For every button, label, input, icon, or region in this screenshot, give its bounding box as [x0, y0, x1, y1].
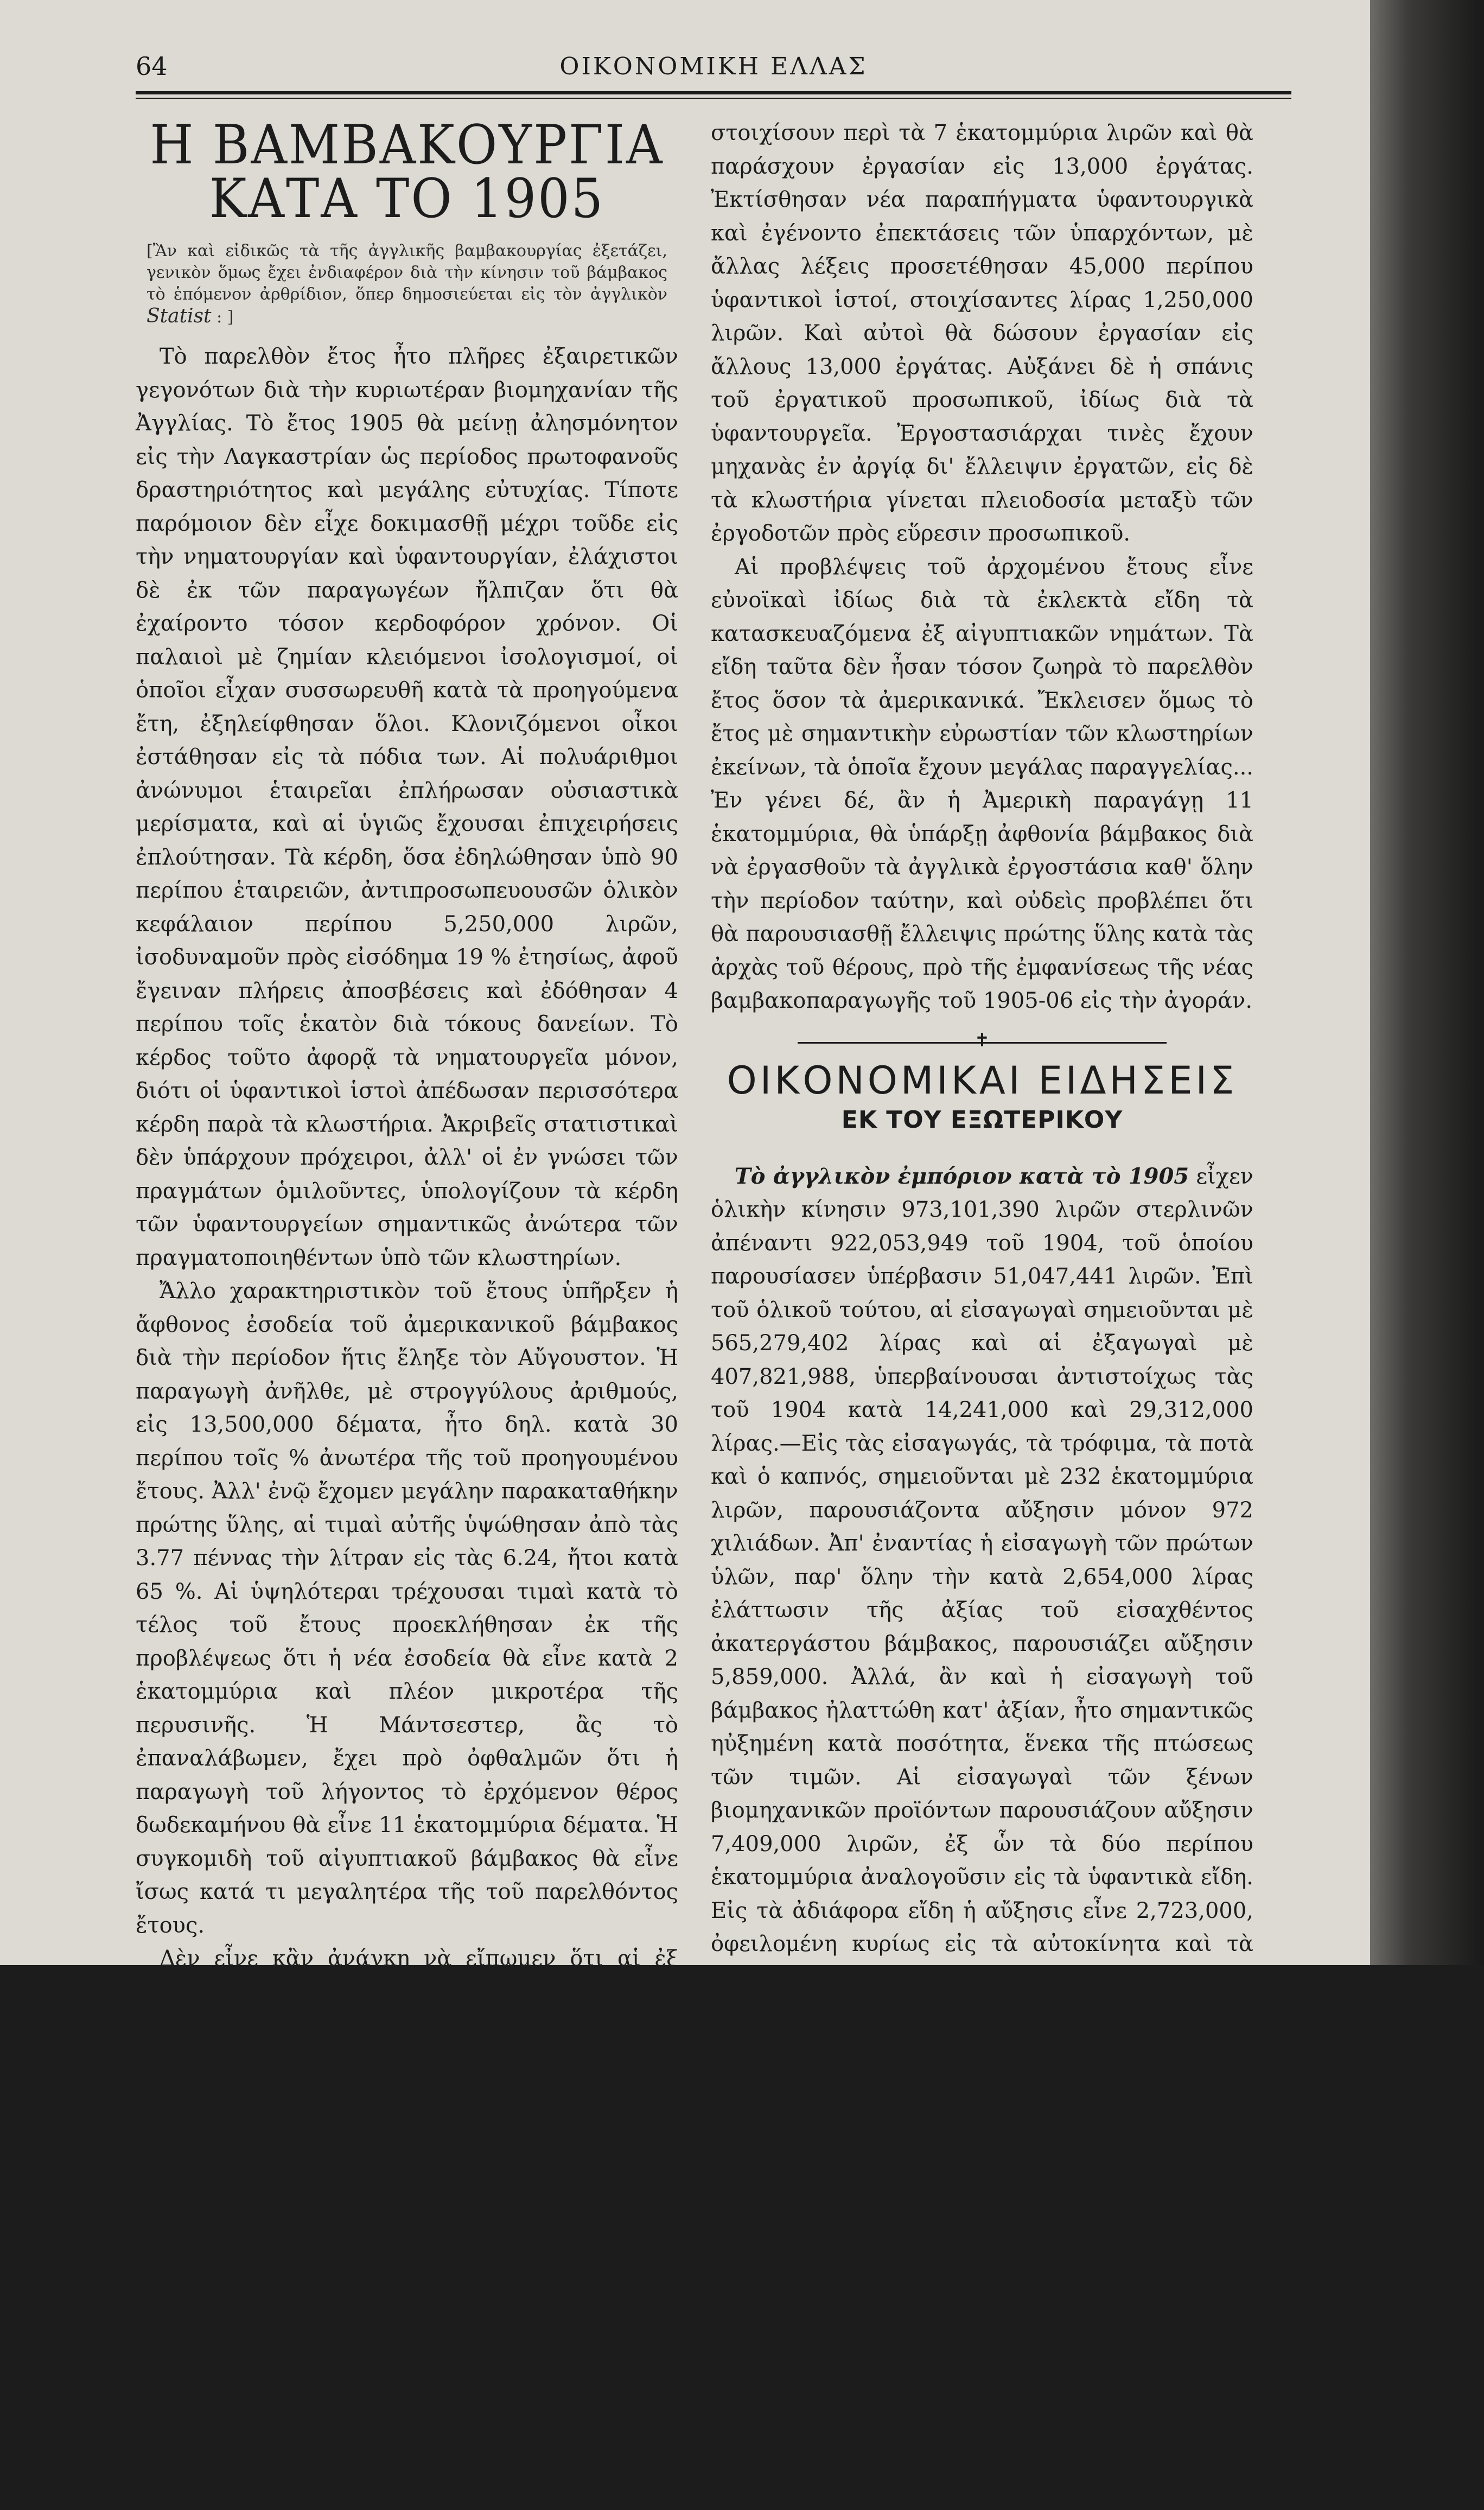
- header-rule-thin: [136, 98, 1291, 99]
- article-paragraph: Δὲν εἶνε κἂν ἀνάγκη νὰ εἴπωμεν ὅτι αἱ ἐξ Ἀγγλίας φορτώσεις βαμβακερῶν ὑφασμάτων κατὰ τὸ 1905 ἦσαν ἀνώτεραι πασῶν τῶν μέχρι τοῦδε. Μετρούμεναι εἰς ὑάρδας θ' ἀποδειχθοῦν ὅτι ὑπερέβησαν κατὰ 10 % τὰς τοῦ προηγουμένου δωδεκαμήνου· καὶ δύναται νὰ προστεθῇ ὅτι σχεδὸν ὅλοι οἱ ἀλλοδαποὶ πελάται τῆς Ἀγγλίας ηὔξησαν τὰς παραλαβάς των εἰς τσίτια τῆς Λαγκαστρίας. Αἱ ἐξαγωγαὶ τῶν βαμβακερῶν ὑφασμάτων ἦσαν ὑπερβαλλόντως μεγάλαι, ἡ δὲ εἰς βάρος ὑπέρβασις αὐτῶν, ἐν συγκρίσει πρὸς τὰς τοῦ προηγουμένου ἔτους, ὑπολογίζεται εἰς 25 %.: [136, 1946, 678, 2372]
- page-header: [136, 46, 1291, 90]
- article-paragraph: Αἱ προβλέψεις τοῦ ἀρχομένου ἔτους εἶνε εὐνοϊκαὶ ἰδίως διὰ τὰ ἐκλεκτὰ εἴδη τὰ κατασκευαζόμενα ἐξ αἰγυπτιακῶν νημάτων. Τὰ εἴδη ταῦτα δὲν ἦσαν τόσον ζωηρὰ τὸ παρελθὸν ἔτος ὅσον τὰ ἀμερικανικά. Ἔκλεισεν ὅμως τὸ ἔτος μὲ σημαντικὴν εὐρωστίαν τῶν κλωστηρίων ἐκείνων, τὰ ὁποῖα ἔχουν μεγάλας παραγγελίας... Ἐν γένει δέ, ἂν ἡ Ἀμερικὴ παραγάγῃ 11 ἑκατομμύρια, θὰ ὑπάρξῃ ἀφθονία βάμβακος διὰ νὰ ἐργασθοῦν τὰ ἀγγλικὰ ἐργοστάσια καθ' ὅλην τὴν περίοδον ταύτην, καὶ οὐδεὶς προβλέπει ὅτι θὰ παρουσιασθῇ ἔλλειψις πρώτης ὕλης κατὰ τὰς ἀρχὰς τοῦ θέρους, πρὸ τῆς ἐμφανίσεως τῆς νέας βαμβακοπαραγωγῆς τοῦ 1905-06 εἰς τὴν ἀγοράν.: [711, 554, 1253, 1013]
- section-separator: [711, 1029, 1253, 1051]
- intro-end: : ]: [216, 308, 234, 327]
- news-item: [711, 1160, 1253, 2395]
- page-edge: [1370, 0, 1484, 1965]
- article-paragraph: Ἄλλο χαρακτηριστικὸν τοῦ ἔτους ὑπῆρξεν ἡ ἄφθονος ἐσοδεία τοῦ ἀμερικανικοῦ βάμβακος διὰ τὴν περίοδον ἥτις ἔληξε τὸν Αὔγουστον. Ἡ παραγωγὴ ἀνῆλθε, μὲ στρογγύλους ἀριθμούς, εἰς 13,500,000 δέματα, ἦτο δηλ. κατὰ 30 περίπου τοῖς % ἀνωτέρα τῆς τοῦ προηγουμένου ἔτους. Ἀλλ' ἐνῷ ἔχομεν μεγάλην παρακαταθήκην πρώτης ὕλης, αἱ τιμαὶ αὐτῆς ὑψώθησαν ἀπὸ τὰς 3.77 πέννας τὴν λίτραν εἰς τὰς 6.24, ἤτοι κατὰ 65 %. Αἱ ὑψηλότεραι τρέχουσαι τιμαὶ κατὰ τὸ τέλος τοῦ ἔτους προεκλήθησαν ἐκ τῆς προβλέψεως ὅτι ἡ νέα ἐσοδεία θὰ εἶνε κατὰ 2 ἑκατομμύρια καὶ πλέον μικροτέρα τῆς περυσινῆς. Ἡ Μάντσεστερ, ἂς τὸ ἐπαναλάβωμεν, ἔχει πρὸ ὀφθαλμῶν ὅτι ἡ παραγωγὴ τοῦ λήγοντος τὸ ἐρχόμενον θέρος δωδεκαμήνου θὰ εἶνε 11 ἑκατομμύρια δέματα. Ἡ συγκομιδὴ τοῦ αἰγυπτιακοῦ βάμβακος θὰ εἶνε ἴσως κατά τι μεγαλητέρα τῆς τοῦ παρελθόντος ἔτους.: [136, 1279, 678, 1938]
- right-column: [711, 117, 1253, 2395]
- running-title: ΟΙΚΟΝΟΜΙΚΗ ΕΛΛΑΣ: [559, 53, 868, 80]
- article-paragraph: Τὸ 1905 εἶνε ἐποχὴ σημαντικῶν ἐπεκτάσεων εἰς τὰ κλωστήρια. Δι' ὀλίγων δύναταί τις νὰ εἴπῃ ὅτι ὑπὲρ τὰ 60 νέα κλωστήρια ἱδρύονται, τὰ ὁποῖα θὰ: [136, 2380, 678, 2505]
- news-body: εἶχεν ὁλικὴν κίνησιν 973,101,390 λιρῶν στερλινῶν ἀπέναντι 922,053,949 τοῦ 1904, τοῦ ὁποίου παρουσίασεν ὑπέρβασιν 51,047,441 λιρῶν. Ἐπὶ τοῦ ὁλικοῦ τούτου, αἱ εἰσαγωγαὶ σημειοῦνται μὲ 565,279,402 λίρας καὶ αἱ ἐξαγωγαὶ μὲ 407,821,988, ὑπερβαίνουσαι ἀντιστοίχως τὰς τοῦ 1904 κατὰ 14,241,000 καὶ 29,312,000 λίρας.—Εἰς τὰς εἰσαγωγάς, τὰ τρόφιμα, τὰ ποτὰ καὶ ὁ καπνός, σημειοῦνται μὲ 232 ἑκατομμύρια λιρῶν, παρουσιάζοντα αὔξησιν μόνον 972 χιλιάδων. Ἀπ' ἐναντίας ἡ εἰσαγωγὴ τῶν πρώτων ὑλῶν, παρ' ὅλην τὴν κατὰ 2,654,000 λίρας ἐλάττωσιν τῆς ἀξίας τοῦ εἰσαχθέντος ἀκατεργάστου βάμβακος, παρουσιάζει αὔξησιν 5,859,000. Ἀλλά, ἂν καὶ ἡ εἰσαγωγὴ τοῦ βάμβακος ἠλαττώθη κατ' ἀξίαν, ἦτο σημαντικῶς ηὐξημένη κατὰ ποσότητα, ἕνεκα τῆς πτώσεως τῶν τιμῶν. Αἱ εἰσαγωγαὶ τῶν ξένων βιομηχανικῶν προϊόντων παρουσιάζουν αὔξησιν 7,409,000 λιρῶν, ἐξ ὧν τὰ δύο περίπου ἑκατομμύρια ἀναλογοῦσιν εἰς τὰ ὑφαντικὰ εἴδη. Εἰς τὰ ἀδιάφορα εἴδη ἡ αὔξησις εἶνε 2,723,000, ὀφειλομένη κυρίως εἰς τὰ αὐτοκίνητα καὶ τὰ ποδήλατα. — Εἰς τὰς ἐξαγωγάς, ἡ σημαντικὴ αὔξησις προῆλθε κυρίως ἐκ τῶν κατειργασμένων βιομηχανικῶν προϊόντων παντὸς εἴδους, καὶ ὄχι μόνον τῶν ὑφαντουργικῶν, ὡς συνέβη κατὰ τὸ 1904. Τὰ ἐκ βάμβακος ὑφάσματα καὶ νήματα σημειοῦνται μὲ αὔξησιν 8,114,000 λιρῶν καὶ τὰ ἐκ μαλλίου μὲ 2,464,000. Τὰ μέταλλα καὶ μετάλλινα ἀντικείμενα μὲ αὔξησιν 5,700,000, αἱ μηχαναὶ μὲ 2,200,000, αἱ βύρσαι μὲ 900,000 καὶ τὰ διάφορα εἴδη μὲ 2,829,000. Δέον νὰ ληφθῇ ὑπ' ὄψιν ὅτι ἡ ὕψωσις τῶν τιμῶν συνετέλεσε μεγάλως εἰς τὴν αὔξησιν τῶν ἀριθμῶν τῆς: [711, 1164, 1253, 2391]
- left-column: [136, 113, 678, 2510]
- page-number: 64: [136, 52, 168, 81]
- intro-text: [Ἂν καὶ εἰδικῶς τὰ τῆς ἀγγλικῆς βαμβακουργίας ἐξετάζει, γενικὸν ὅμως ἔχει ἐνδιαφέρον διὰ τὴν κίνησιν τοῦ βάμβακος τὸ ἑπόμενον ἀρθρίδιον, ὅπερ δημοσιεύεται εἰς τὸν ἀγγλικὸν: [147, 242, 667, 304]
- article-paragraph: Τὸ παρελθὸν ἔτος ἦτο πλῆρες ἐξαιρετικῶν γεγονότων διὰ τὴν κυριωτέραν βιομηχανίαν τῆς Ἀγγλίας. Τὸ ἔτος 1905 θὰ μείνῃ ἀλησμόνητον εἰς τὴν Λαγκαστρίαν ὡς περίοδος πρωτοφανοῦς δραστηριότητος καὶ μεγάλης εὐτυχίας. Τίποτε παρόμοιον δὲν εἶχε δοκιμασθῇ μέχρι τοῦδε εἰς τὴν νηματουργίαν καὶ ὑφαντουργίαν, ἐλάχιστοι δὲ ἐκ τῶν παραγωγέων ἤλπιζαν ὅτι θὰ ἐχαίροντο τόσον κερδοφόρον χρόνον. Οἱ παλαιοὶ μὲ ζημίαν κλειόμενοι ἰσολογισμοί, οἱ ὁποῖοι εἶχαν συσσωρευθῆ κατὰ τὰ προηγούμενα ἔτη, ἐξηλείφθησαν ὅλοι. Κλονιζόμενοι οἶκοι ἐστάθησαν εἰς τὰ πόδια των. Αἱ πολυάριθμοι ἀνώνυμοι ἑταιρεῖαι ἐπλήρωσαν οὐσιαστικὰ μερίσματα, καὶ αἱ ὑγιῶς ἔχουσαι ἐπιχειρήσεις ἐπλούτησαν. Τὰ κέρδη, ὅσα ἐδηλώθησαν ὑπὸ 90 περίπου ἑταιρειῶν, ἀντιπροσωπευουσῶν ὁλικὸν κεφάλαιον περίπου 5,250,000 λιρῶν, ἰσοδυναμοῦν πρὸς εἰσόδημα 19 % ἐτησίως, ἀφοῦ ἔγειναν πλήρεις ἀποσβέσεις καὶ ἐδόθησαν 4 περίπου τοῖς ἑκατὸν διὰ τόκους δανείων. Τὸ κέρδος τοῦτο ἀφορᾷ τὰ νηματουργεῖα μόνον, διότι οἱ ὑφαντικοὶ ἱστοὶ ἀπέδωσαν περισσότερα κέρδη παρὰ τὰ κλωστήρια. Ἀκριβεῖς στατιστικαὶ δὲν ὑπάρχουν πρόχειροι, ἀλλ' οἱ ἐν γνώσει τῶν πραγμάτων ὁμιλοῦντες, ὑπολογίζουν τὰ κέρδη τῶν ὑφαντουργείων σημαντικῶς ἀνώτερα τῶν πραγματοποιηθέντων ὑπὸ τῶν κλωστηρίων.: [136, 344, 678, 1270]
- separator-cross-icon: ✝: [974, 1029, 990, 1051]
- section-title: ΟΙΚΟΝΟΜΙΚΑΙ ΕΙΔΗΣΕΙΣ: [727, 1058, 1238, 1103]
- header-rule: [136, 91, 1291, 94]
- news-lead: Τὸ ἀγγλικὸν ἐμπόριον κατὰ τὸ 1905: [735, 1163, 1189, 1189]
- intro-source: Statist: [147, 305, 212, 327]
- article-continuation: στοιχίσουν περὶ τὰ 7 ἑκατομμύρια λιρῶν καὶ θὰ παράσχουν ἐργασίαν εἰς 13,000 ἐργάτας. Ἐκτίσθησαν νέα παραπήγματα ὑφαντουργικὰ καὶ ἐγένοντο ἐπεκτάσεις τῶν ὑπαρχόντων, μὲ ἄλλας λέξεις προσετέθησαν 45,000 περίπου ὑφαντικοὶ ἱστοί, στοιχίσαντες λίρας 1,250,000 λιρῶν. Καὶ αὐτοὶ θὰ δώσουν ἐργασίαν εἰς ἄλλους 13,000 ἐργάτας. Αὐξάνει δὲ ἡ σπάνις τοῦ ἐργατικοῦ προσωπικοῦ, ἰδίως διὰ τὰ ὑφαντουργεῖα. Ἐργοστασιάρχαι τινὲς ἔχουν μηχανὰς ἐν ἀργίᾳ δι' ἔλλειψιν ἐργατῶν, εἰς δὲ τὰ κλωστήρια γίνεται πλειοδοσία μεταξὺ τῶν ἐργοδοτῶν πρὸς εὕρεσιν προσωπικοῦ.: [711, 120, 1253, 546]
- article-intro: [147, 240, 667, 328]
- section-subtitle: ΕΚ ΤΟΥ ΕΞΩΤΕΡΙΚΟΥ: [841, 1105, 1123, 1134]
- article-title: Η ΒΑΜΒΑΚΟΥΡΓΙΑ ΚΑΤΑ ΤΟ 1905: [150, 113, 664, 230]
